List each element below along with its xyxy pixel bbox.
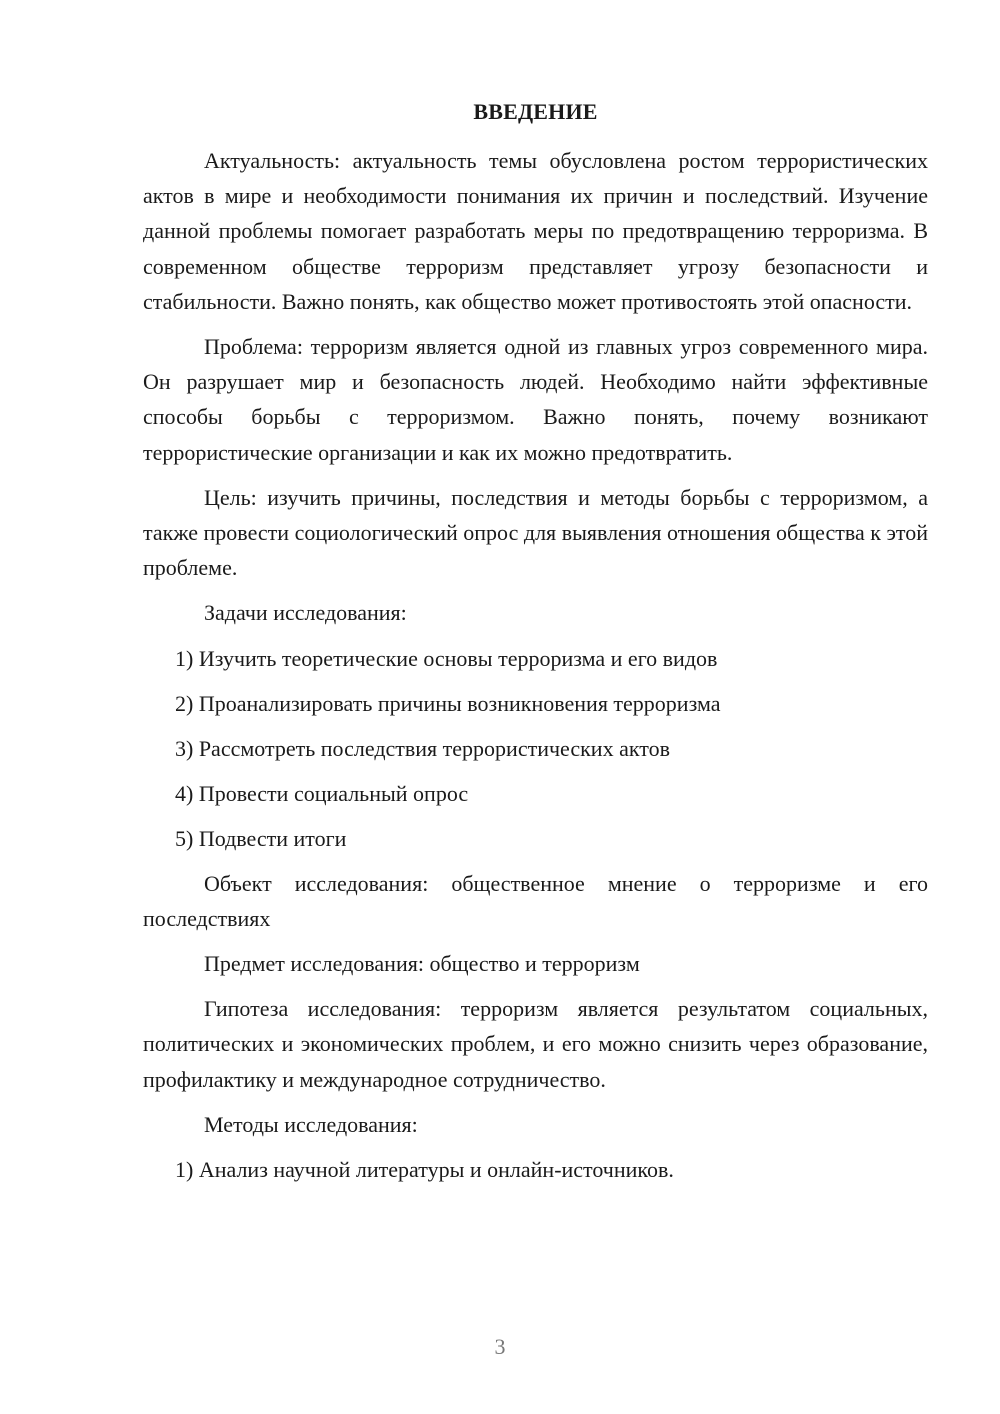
tasks-heading: Задачи исследования: [204,600,407,626]
task-item-1: 1) Изучить теоретические основы терроризма и его видов [175,645,718,671]
paragraph-subject: Предмет исследования: общество и терроризм [204,951,640,977]
methods-heading: Методы исследования: [204,1111,418,1137]
paragraph-hypothesis: Гипотеза исследования: терроризм является результатом социальных, политических и экономических проблем, и его можно снизить через образование, профилактику и международное сотрудничество. [143,996,928,1092]
method-item-1: 1) Анализ научной литературы и онлайн-источников. [175,1157,674,1183]
page-title: ВВЕДЕНИЕ [473,99,598,124]
task-item-3: 3) Рассмотреть последствия террористических актов [175,735,670,761]
document-page [143,94,928,1197]
paragraph-relevance: Актуальность: актуальность темы обусловлена ростом террористических актов в мире и необходимости понимания их причин и последствий. Изучение данной проблемы помогает разработать меры по предотвращению терроризма. В современном обществе терроризм представляет угрозу безопасности и стабильности. Важно понять, как общество может противостоять этой опасности. [143,148,928,314]
task-item-5: 5) Подвести итоги [175,825,347,851]
page-number: 3 [494,1334,506,1359]
task-item-2: 2) Проанализировать причины возникновения терроризма [175,690,721,716]
paragraph-goal: Цель: изучить причины, последствия и методы борьбы с терроризмом, а также провести социологический опрос для выявления отношения общества к этой проблеме. [143,484,928,581]
paragraph-problem: Проблема: терроризм является одной из главных угроз современного мира. Он разрушает мир и безопасность людей. Необходимо найти эффективные способы борьбы с терроризмом. Важно понять, почему возникают террористические организации и как их можно предотвратить. [143,334,928,465]
task-item-4: 4) Провести социальный опрос [175,780,469,806]
paragraph-object: Объект исследования: общественное мнение о терроризме и его последствиях [143,870,928,931]
